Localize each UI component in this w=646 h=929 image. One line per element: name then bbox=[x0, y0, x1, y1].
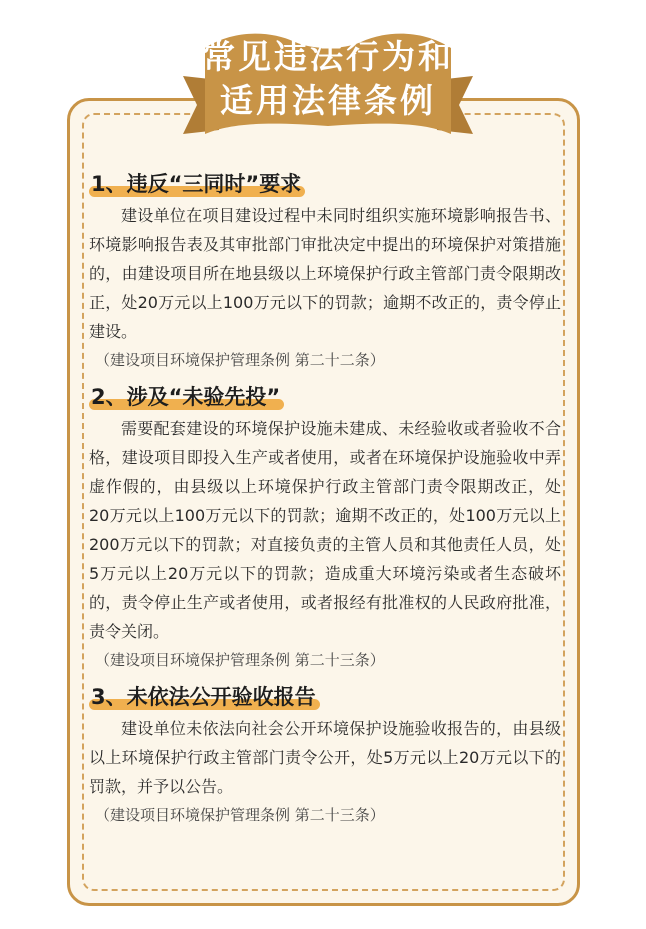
section-heading: 1、违反“三同时”要求 bbox=[89, 170, 305, 198]
article-content bbox=[89, 170, 569, 838]
page-title-line-1: 常见违法行为和 bbox=[202, 37, 454, 76]
section-body: 建设单位未依法向社会公开环境保护设施验收报告的，由县级以上环境保护行政主管部门责令公开，处5万元以上20万元以下的罚款，并予以公告。 bbox=[89, 719, 561, 796]
title-banner bbox=[183, 30, 473, 138]
section-1 bbox=[89, 170, 569, 374]
section-2 bbox=[89, 383, 569, 674]
section-heading: 2、涉及“未验先投” bbox=[89, 383, 284, 411]
section-heading: 3、未依法公开验收报告 bbox=[89, 683, 320, 711]
section-body: 需要配套建设的环境保护设施未建成、未经验收或者验收不合格，建设项目即投入生产或者使用，或者在环境保护设施验收中弄虚作假的，由县级以上环境保护行政主管部门责令限期改正，处 20万元以上100万元以下的罚款；逾期不改正的，处100万元以上200万元以下的罚款；对直接负责的主管人员和其他责任人员，处5万元以上20万元以下的罚款；造成重大环境污染或者生态破坏的，责令停止生产或者使用，或者报经有批准权的人民政府批准，责令关闭。 bbox=[89, 419, 561, 641]
section-citation: （建设项目环境保护管理条例 第二十三条） bbox=[95, 651, 385, 669]
page-title-line-2: 适用法律条例 bbox=[220, 81, 436, 120]
section-citation: （建设项目环境保护管理条例 第二十二条） bbox=[95, 351, 385, 369]
section-body: 建设单位在项目建设过程中未同时组织实施环境影响报告书、环境影响报告表及其审批部门审批决定中提出的环境保护对策措施的，由建设项目所在地县级以上环境保护行政主管部门责令限期改正，处20万元以上100万元以下的罚款；逾期不改正的，责令停止建设。 bbox=[89, 206, 561, 341]
section-3 bbox=[89, 683, 569, 829]
section-citation: （建设项目环境保护管理条例 第二十三条） bbox=[95, 806, 385, 824]
